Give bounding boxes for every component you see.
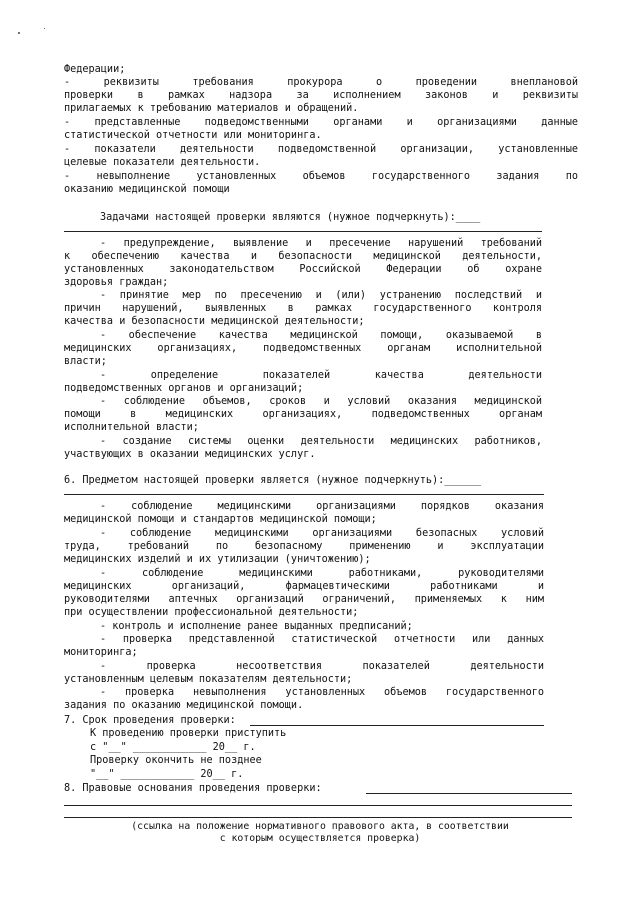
legal-blank [64, 817, 572, 818]
start-label: К проведению проверки приступить [90, 728, 287, 739]
subject-heading: 6. Предметом настоящей проверки является (нужное подчеркнуть):______ [64, 475, 482, 486]
footnote: с которым осуществляется проверка) [219, 833, 421, 844]
subject-item: - соблюдение медицинскими работниками, руководителями [100, 568, 544, 579]
term-label: 7. Срок проведения проверки: [64, 715, 236, 726]
task-item: - обеспечение качества медицинской помощи, оказываемой в [100, 330, 542, 341]
subject-item: - соблюдение медицинскими организациями порядков оказания [100, 501, 544, 512]
subject-item: установленным целевым показателям деятельности; [64, 674, 353, 685]
subject-item: мониторинга; [64, 647, 138, 658]
text-line: - показатели деятельности подведомственной организации, установленные [64, 144, 578, 155]
term-blank [250, 725, 544, 726]
text-line: - невыполнение установленных объемов государственного задания по [64, 171, 578, 182]
task-item: здоровья граждан; [64, 277, 169, 288]
task-item: установленных законодательством Российской Федерации об охране [64, 264, 542, 275]
text-line: статистической отчетности или мониторинга. [64, 130, 322, 141]
end-date-field: "__" ____________ 20__ г. [90, 769, 244, 780]
text-line: Федерации; [64, 64, 126, 75]
task-item: качества и безопасности медицинской деятельности; [64, 316, 365, 327]
task-item: - предупреждение, выявление и пресечение нарушений требований [100, 238, 542, 249]
legal-basis-label: 8. Правовые основания проведения проверки: [64, 783, 322, 794]
tasks-heading: Задачами настоящей проверки являются (нужное подчеркнуть):____ [100, 212, 481, 223]
subject-item: при осуществлении профессиональной деятельности; [64, 607, 359, 618]
task-item: помощи в медицинских организациях, подведомственных органам [64, 409, 542, 420]
subject-item: медицинской помощи и стандартов медицинской помощи; [64, 514, 377, 525]
task-item: причин нарушений, выявленных в рамках государственного контроля [64, 303, 542, 314]
task-item: к обеспечению качества и безопасности медицинской деятельности, [64, 251, 542, 262]
task-item: власти; [64, 356, 107, 367]
subject-item: - контроль и исполнение ранее выданных предписаний; [100, 621, 413, 632]
task-item: - соблюдение объемов, сроков и условий оказания медицинской [100, 396, 542, 407]
subject-item: медицинских организаций, фармацевтическими работниками и [64, 581, 544, 592]
task-item: участвующих в оказании медицинских услуг. [64, 449, 316, 460]
text-line: проверки в рамках надзора за исполнением законов и реквизиты [64, 90, 578, 101]
blank-line [64, 231, 542, 232]
subject-item: - проверка несоответствия показателей деятельности [100, 661, 544, 672]
start-date-field: с "__" ____________ 20__ г. [90, 742, 256, 753]
scan-speck [44, 28, 45, 29]
subject-item: руководителями аптечных организаций ограничений, применяемых к ним [64, 594, 544, 605]
task-item: исполнительной власти; [64, 422, 199, 433]
blank-line [64, 494, 544, 495]
task-item: - создание системы оценки деятельности медицинских работников, [100, 436, 542, 447]
legal-blank [366, 793, 572, 794]
subject-item: - проверка невыполнения установленных объемов государственного [100, 687, 544, 698]
subject-item: медицинских изделий и их утилизации (уничтожению); [64, 554, 371, 565]
legal-blank [64, 805, 572, 806]
subject-item: - проверка представленной статистической отчетности или данных [100, 634, 544, 645]
task-item: - принятие мер по пресечению и (или) устранению последствий и [100, 290, 542, 301]
end-label: Проверку окончить не позднее [90, 755, 262, 766]
task-item: подведомственных органов и организаций; [64, 383, 304, 394]
text-line: - реквизиты требования прокурора о проведении внеплановой [64, 77, 578, 88]
text-line: оказанию медицинской помощи [64, 184, 230, 195]
task-item: медицинских организациях, подведомственных органам исполнительной [64, 343, 542, 354]
footnote: (ссылка на положение нормативного правового акта, в соответствии [131, 821, 509, 832]
scan-speck [18, 32, 20, 34]
text-line: прилагаемых к требованию материалов и обращений. [64, 103, 359, 114]
text-line: целевые показатели деятельности. [64, 157, 261, 168]
subject-item: задания по оказанию медицинской помощи. [64, 700, 304, 711]
text-line: - представленные подведомственными органами и организациями данные [64, 117, 578, 128]
task-item: - определение показателей качества деятельности [100, 370, 542, 381]
subject-item: труда, требований по безопасному применению и эксплуатации [64, 541, 544, 552]
subject-item: - соблюдение медицинскими организациями безопасных условий [100, 528, 544, 539]
